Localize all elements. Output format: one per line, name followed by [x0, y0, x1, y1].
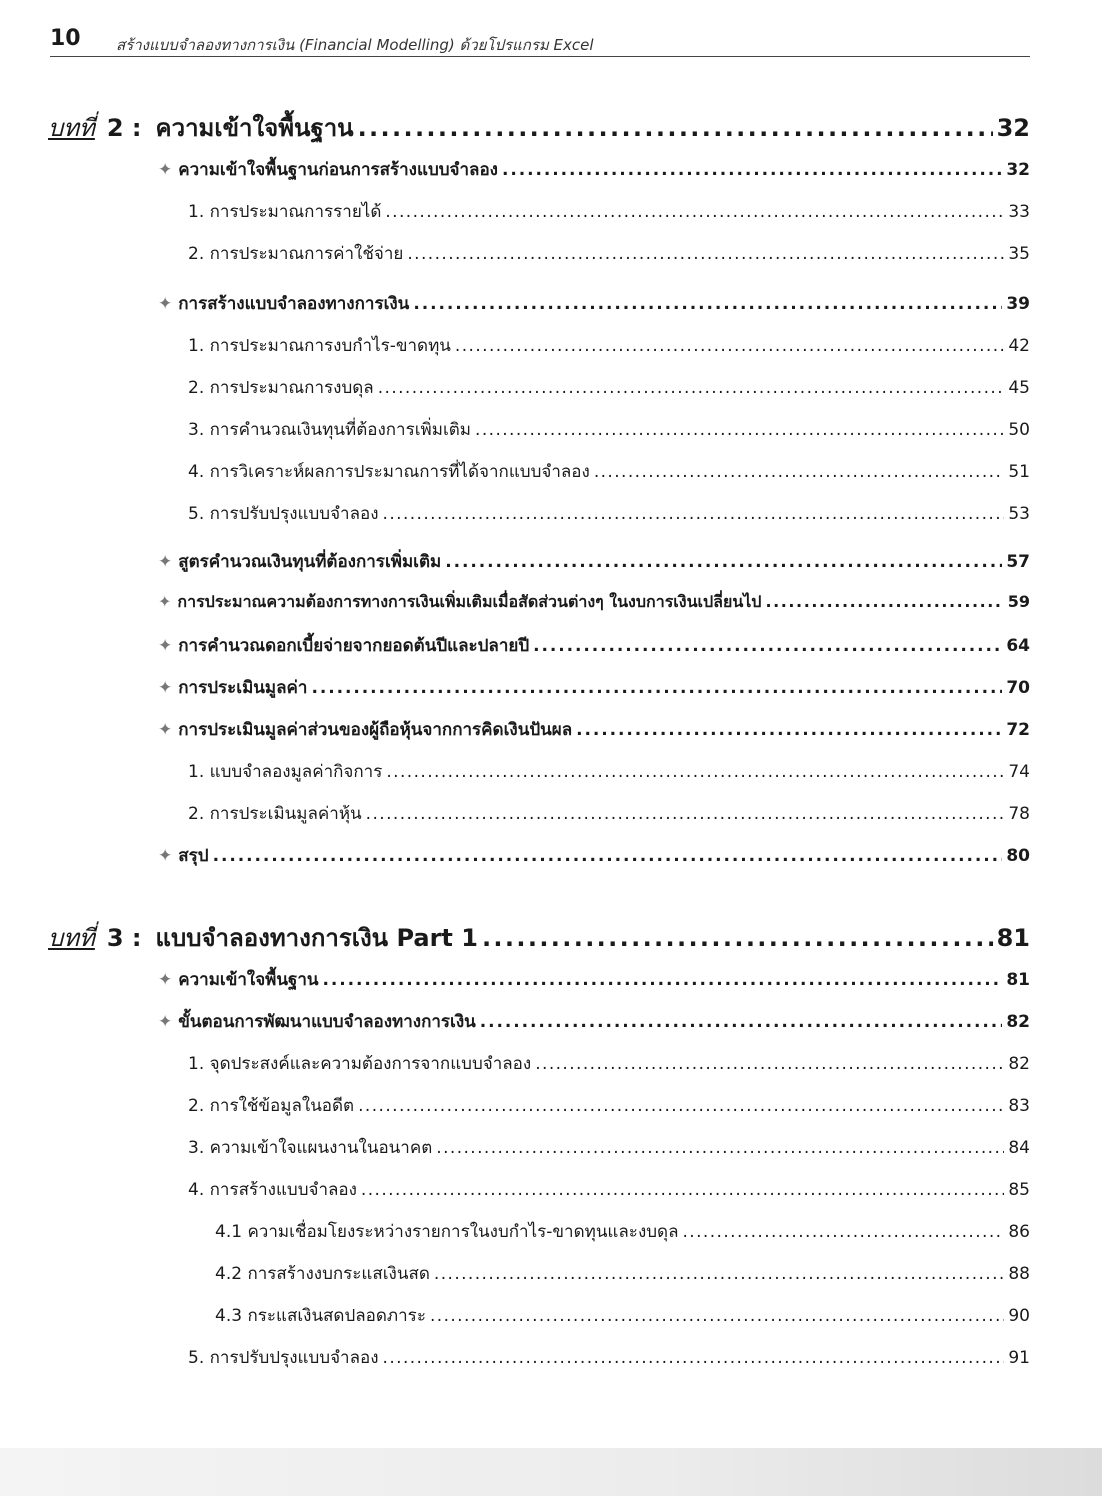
- sparkle-star-icon: ✦: [158, 592, 172, 611]
- chapter-prefix: บทที่: [48, 924, 95, 952]
- chapter-prefix: บทที่: [48, 114, 95, 142]
- toc-entry[interactable]: 1. การประมาณการรายได้ . . . 33: [188, 198, 1030, 228]
- dot-leader: [383, 1348, 1004, 1368]
- toc-entry[interactable]: ✦ การประเมินมูลค่าส่วนของผู้ถือหุ้นจากการคิดเงินปันผล . . . 72: [158, 716, 1030, 746]
- toc-entry[interactable]: ✦ การประเมินมูลค่า . . . 70: [158, 674, 1030, 704]
- toc-entry[interactable]: 1. แบบจำลองมูลค่ากิจการ . . . 74: [188, 758, 1030, 788]
- toc-entry[interactable]: ✦ การประมาณความต้องการทางการเงินเพิ่มเติมเมื่อสัดส่วนต่างๆ ในงบการเงินเปลี่ยนไป . . . 59: [158, 590, 1030, 620]
- dot-leader: [407, 244, 1004, 264]
- toc-entry[interactable]: 5. การปรับปรุงแบบจำลอง . . . 91: [188, 1344, 1030, 1374]
- dot-leader: [683, 1222, 1005, 1242]
- sparkle-star-icon: ✦: [158, 1012, 173, 1032]
- toc-entry[interactable]: 4.2 การสร้างงบกระแสเงินสด . . . 88: [215, 1260, 1030, 1290]
- toc-entry[interactable]: 4.3 กระแสเงินสดปลอดภาระ . . . 90: [215, 1302, 1030, 1332]
- sparkle-star-icon: ✦: [158, 678, 173, 698]
- dot-leader: [366, 804, 1004, 824]
- toc-entry[interactable]: ✦ การสร้างแบบจำลองทางการเงิน . . . 39: [158, 290, 1030, 320]
- dot-leader: [480, 1012, 1003, 1032]
- sparkle-star-icon: ✦: [158, 720, 173, 740]
- chapter-title: ความเข้าใจพื้นฐาน: [155, 114, 354, 142]
- sparkle-star-icon: ✦: [158, 160, 173, 180]
- dot-leader: [213, 846, 1003, 866]
- toc-entry[interactable]: ✦ สูตรคำนวณเงินทุนที่ต้องการเพิ่มเติม . . . 57: [158, 548, 1030, 578]
- chapter-number: 3 :: [106, 924, 142, 952]
- toc-entry[interactable]: 1. จุดประสงค์และความต้องการจากแบบจำลอง . . . 82: [188, 1050, 1030, 1080]
- dot-leader: [765, 592, 1003, 611]
- dot-leader: [455, 336, 1004, 356]
- toc-entry[interactable]: ✦ สรุป . . . 80: [158, 842, 1030, 872]
- dot-leader: [323, 970, 1003, 990]
- chapter-page: 32: [996, 114, 1030, 142]
- dot-leader: [383, 504, 1004, 524]
- toc-entry[interactable]: 5. การปรับปรุงแบบจำลอง . . . 53: [188, 500, 1030, 530]
- dot-leader: [385, 202, 1004, 222]
- toc-entry[interactable]: ✦ ขั้นตอนการพัฒนาแบบจำลองทางการเงิน . . . 82: [158, 1008, 1030, 1038]
- dot-leader: [358, 114, 993, 142]
- dot-leader: [358, 1096, 1004, 1116]
- toc-entry[interactable]: 2. การใช้ข้อมูลในอดีต . . . 83: [188, 1092, 1030, 1122]
- chapter-title: แบบจำลองทางการเงิน Part 1: [155, 924, 478, 952]
- toc-entry[interactable]: 3. ความเข้าใจแผนงานในอนาคต . . . 84: [188, 1134, 1030, 1164]
- dot-leader: [378, 378, 1004, 398]
- toc-entry[interactable]: 2. การประมาณการงบดุล . . . 45: [188, 374, 1030, 404]
- toc-entry[interactable]: ✦ การคำนวณดอกเบี้ยจ่ายจากยอดต้นปีและปลายปี . . . 64: [158, 632, 1030, 662]
- dot-leader: [436, 1138, 1004, 1158]
- sparkle-star-icon: ✦: [158, 846, 173, 866]
- chapter-number: 2 :: [106, 114, 142, 142]
- toc-entry[interactable]: 2. การประเมินมูลค่าหุ้น . . . 78: [188, 800, 1030, 830]
- dot-leader: [475, 420, 1004, 440]
- dot-leader: [533, 636, 1002, 656]
- dot-leader: [482, 924, 993, 952]
- sparkle-star-icon: ✦: [158, 970, 173, 990]
- dot-leader: [502, 160, 1002, 180]
- dot-leader: [594, 462, 1004, 482]
- dot-leader: [576, 720, 1002, 740]
- toc-entry[interactable]: 1. การประมาณการงบกำไร-ขาดทุน . . . 42: [188, 332, 1030, 362]
- toc-entry[interactable]: ✦ ความเข้าใจพื้นฐานก่อนการสร้างแบบจำลอง . . . 32: [158, 156, 1030, 186]
- sparkle-star-icon: ✦: [158, 294, 173, 314]
- toc-entry[interactable]: ✦ ความเข้าใจพื้นฐาน . . . 81: [158, 966, 1030, 996]
- toc-entry[interactable]: 2. การประมาณการค่าใช้จ่าย . . . 35: [188, 240, 1030, 270]
- toc-entry[interactable]: 4.1 ความเชื่อมโยงระหว่างรายการในงบกำไร-ขาดทุนและงบดุล . . . 86: [215, 1218, 1030, 1248]
- dot-leader: [413, 294, 1002, 314]
- sparkle-star-icon: ✦: [158, 552, 173, 572]
- page-header: [50, 26, 1030, 57]
- sparkle-star-icon: ✦: [158, 636, 173, 656]
- toc-entry[interactable]: 4. การสร้างแบบจำลอง . . . 85: [188, 1176, 1030, 1206]
- running-title: สร้างแบบจำลองทางการเงิน (Financial Modelling) ด้วยโปรแกรม Excel: [116, 36, 594, 54]
- toc-chapter-3[interactable]: [48, 918, 1030, 958]
- dot-leader: [445, 552, 1002, 572]
- dot-leader: [311, 678, 1002, 698]
- page-number: 10: [50, 26, 81, 51]
- toc-entry[interactable]: 3. การคำนวณเงินทุนที่ต้องการเพิ่มเติม . . . 50: [188, 416, 1030, 446]
- chapter-page: 81: [996, 924, 1030, 952]
- dot-leader: [386, 762, 1004, 782]
- footer-band: [0, 1448, 1102, 1496]
- dot-leader: [430, 1306, 1004, 1326]
- dot-leader: [434, 1264, 1004, 1284]
- toc-entry[interactable]: 4. การวิเคราะห์ผลการประมาณการที่ได้จากแบบจำลอง . . . 51: [188, 458, 1030, 488]
- dot-leader: [535, 1054, 1004, 1074]
- dot-leader: [361, 1180, 1004, 1200]
- toc-chapter-2[interactable]: [48, 108, 1030, 148]
